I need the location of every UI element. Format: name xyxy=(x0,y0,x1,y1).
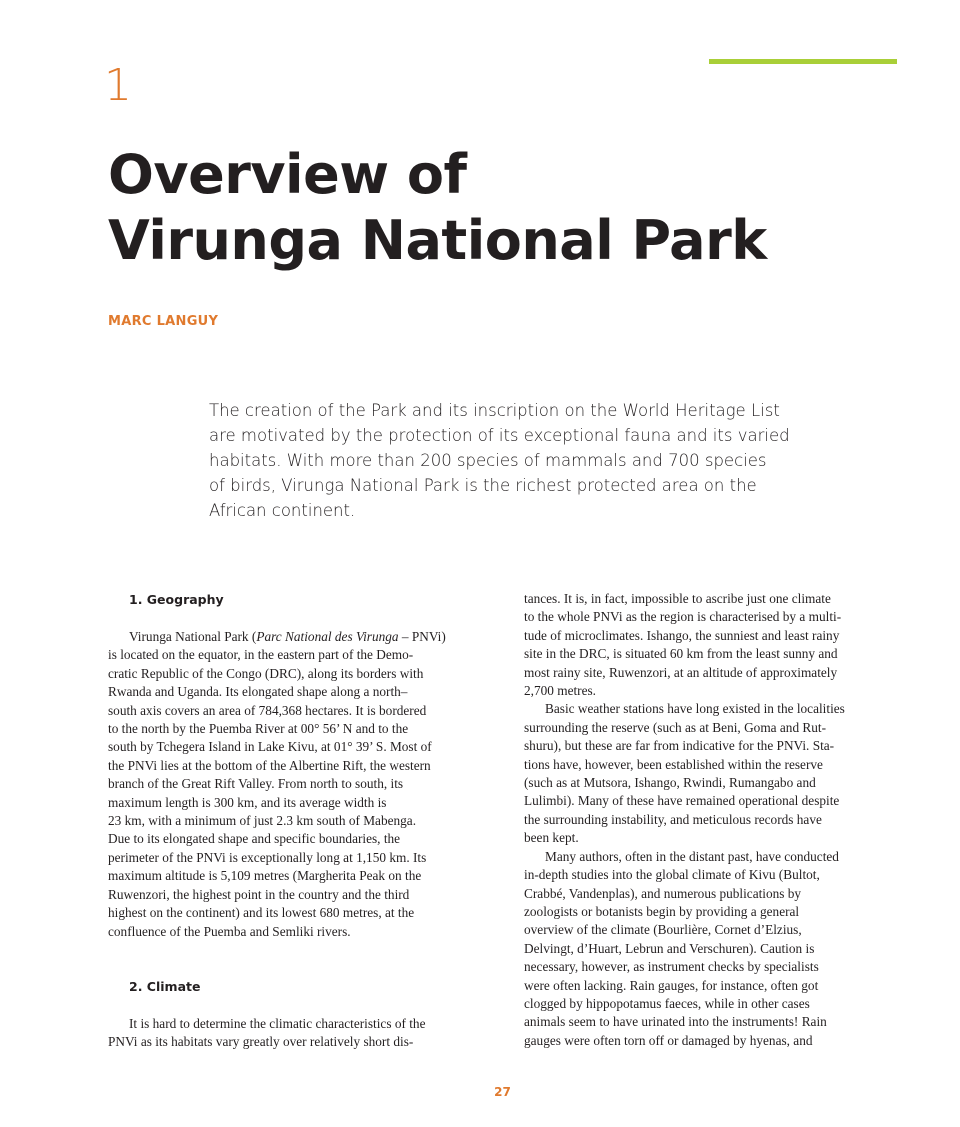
text-line: the surrounding instability, and meticulous records have xyxy=(524,811,822,827)
climate-paragraph-continued xyxy=(524,590,904,700)
title-line: Overview of xyxy=(108,143,467,206)
accent-bar xyxy=(709,59,897,64)
text-line: the PNVi lies at the bottom of the Albertine Rift, the western xyxy=(108,757,431,773)
text-line: surrounding the reserve (such as at Beni, Goma and Rut- xyxy=(524,719,827,735)
section-heading-geography: 1. Geography xyxy=(129,592,224,607)
geography-paragraph xyxy=(108,628,488,941)
text-line: Virunga National Park (Parc National des Virunga – PNVi) xyxy=(129,629,446,644)
weather-stations-paragraph xyxy=(524,700,904,847)
text-line: Lulimbi). Many of these have remained operational despite xyxy=(524,793,840,809)
text-line: overview of the climate (Bourlière, Cornet d’Elzius, xyxy=(524,922,802,938)
text-line: animals seem to have urinated into the instruments! Rain xyxy=(524,1014,827,1030)
text-line: (such as at Mutsora, Ishango, Rwindi, Rumangabo and xyxy=(524,775,816,791)
text-line: PNVi as its habitats vary greatly over relatively short dis- xyxy=(108,1034,414,1050)
text-line: necessary, however, as instrument checks by specialists xyxy=(524,959,819,975)
intro-line: The creation of the Park and its inscription on the World Heritage List xyxy=(209,401,780,420)
intro-line: are motivated by the protection of its exceptional fauna and its varied xyxy=(209,426,790,445)
text-line: shuru), but these are far from indicative for the PNVi. Sta- xyxy=(524,738,835,754)
intro-line: habitats. With more than 200 species of mammals and 700 species xyxy=(209,451,767,470)
section-heading-climate: 2. Climate xyxy=(129,978,201,994)
text-line: south by Tchegera Island in Lake Kivu, at 01° 39’ S. Most of xyxy=(108,739,432,755)
text-line: Basic weather stations have long existed in the localities xyxy=(545,701,845,717)
intro-line: African continent. xyxy=(209,501,356,520)
text-line: confluence of the Puemba and Semliki rivers. xyxy=(108,923,351,939)
text-line: highest on the continent) and its lowest 680 metres, at the xyxy=(108,905,415,921)
text-line: cratic Republic of the Congo (DRC), along its borders with xyxy=(108,665,424,681)
text-line: is located on the equator, in the eastern part of the Demo- xyxy=(108,647,414,663)
chapter-number: 1 xyxy=(104,60,132,111)
text-line: perimeter of the PNVi is exceptionally long at 1,150 km. Its xyxy=(108,849,427,865)
authors-paragraph xyxy=(524,848,904,1050)
text-line: Due to its elongated shape and specific boundaries, the xyxy=(108,831,401,847)
right-column xyxy=(524,590,904,1050)
title-line: Virunga National Park xyxy=(108,209,767,272)
text-line: Ruwenzori, the highest point in the country and the third xyxy=(108,886,410,902)
text-line: to the whole PNVi as the region is characterised by a multi- xyxy=(524,609,842,625)
chapter-title xyxy=(108,142,767,274)
text-line: 23 km, with a minimum of just 2.3 km south of Mabenga. xyxy=(108,813,417,829)
text-line: It is hard to determine the climatic characteristics of the xyxy=(129,1015,426,1031)
text-line: maximum length is 300 km, and its average width is xyxy=(108,794,387,810)
climate-paragraph xyxy=(108,1015,488,1052)
text-line: Crabbé, Vandenplas), and numerous publications by xyxy=(524,885,802,901)
text-line: site in the DRC, is situated 60 km from the least sunny and xyxy=(524,646,838,662)
intro-line: of birds, Virunga National Park is the richest protected area on the xyxy=(209,476,757,495)
author-name: MARC LANGUY xyxy=(108,314,219,329)
text-line: were often lacking. Rain gauges, for instance, often got xyxy=(524,977,819,993)
text-line: clogged by hippopotamus faeces, while in other cases xyxy=(524,995,810,1011)
text-line: gauges were often torn off or damaged by hyenas, and xyxy=(524,1032,813,1048)
text-line: tances. It is, in fact, impossible to ascribe just one climate xyxy=(524,591,831,606)
text-line: Many authors, often in the distant past, have conducted xyxy=(545,848,839,864)
text-line: in-depth studies into the global climate of Kivu (Bultot, xyxy=(524,867,820,883)
text-line: branch of the Great Rift Valley. From north to south, its xyxy=(108,776,404,792)
text-line: zoologists or botanists begin by providing a general xyxy=(524,903,800,919)
text-line: south axis covers an area of 784,368 hectares. It is bordered xyxy=(108,702,427,718)
text-line: been kept. xyxy=(524,830,579,846)
left-column xyxy=(108,590,488,1052)
text-line: most rainy site, Ruwenzori, at an altitude of approximately xyxy=(524,664,838,680)
text-line: 2,700 metres. xyxy=(524,683,597,699)
text-line: tions have, however, been established within the reserve xyxy=(524,756,823,772)
intro-paragraph xyxy=(209,398,849,523)
text-line: to the north by the Puemba River at 00° 56’ N and to the xyxy=(108,721,409,737)
text-line: tude of microclimates. Ishango, the sunniest and least rainy xyxy=(524,627,840,643)
text-line: maximum altitude is 5,109 metres (Margherita Peak on the xyxy=(108,868,422,884)
page-number: 27 xyxy=(494,1085,511,1099)
text-line: Delvingt, d’Huart, Lebrun and Verschuren). Caution is xyxy=(524,940,815,956)
text-line: Rwanda and Uganda. Its elongated shape along a north– xyxy=(108,684,408,700)
